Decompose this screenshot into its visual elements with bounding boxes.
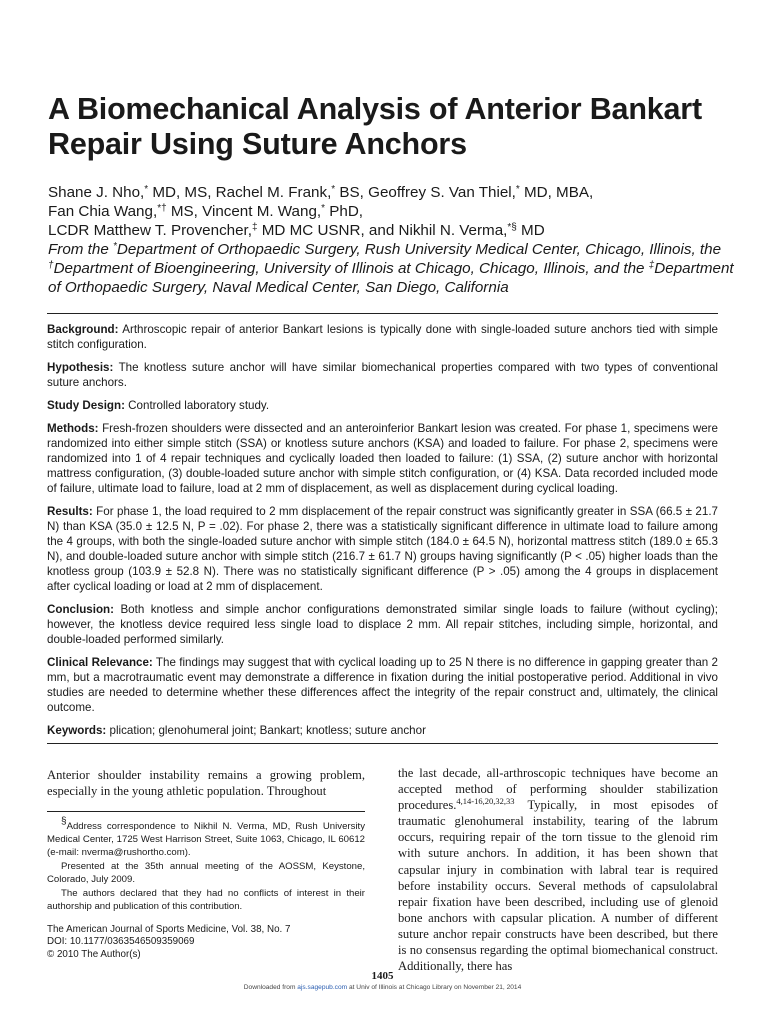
- author-marker: *†: [157, 203, 167, 214]
- affiliation-marker: †: [48, 260, 54, 271]
- correspondence-footnote: [47, 816, 365, 859]
- abstract-methods: [47, 421, 718, 496]
- author-name: Shane J. Nho,: [48, 184, 145, 201]
- author-list: [48, 183, 738, 240]
- affiliation-text: Department of Bioengineering, University of Illinois at Chicago, Chicago, Illinois, and the: [53, 260, 649, 277]
- author-marker: *§: [507, 222, 517, 233]
- author-credentials: MS,: [166, 203, 203, 220]
- download-text: Downloaded from: [243, 984, 298, 991]
- author-marker: *: [331, 184, 336, 195]
- abstract-keywords: [47, 723, 718, 738]
- page-number: 1405: [371, 970, 394, 982]
- author-name: Rachel M. Frank,: [215, 184, 332, 201]
- journal-info: [47, 924, 365, 962]
- abstract-background: [47, 322, 718, 352]
- author-name: Nikhil N. Verma,: [398, 222, 508, 239]
- section-text: For phase 1, the load required to 2 mm displacement of the repair construct was significantly greater in SSA (66.5 ± 21.7 N) than KSA (35.0 ± 12.5 N, P = .02). For phase 2, there was a statistically significant difference in ultimate load to failure among the 4 groups, with both the single-loaded suture anchor with simple stitch (184.0 ± 64.5 N), horizontal mattress stitch (189.0 ± 65.3 N), and double-loaded suture anchor with simple stitch (216.7 ± 61.7 N) groups having significantly (P < .05) higher loads than the knotless group (103.9 ± 52.8 N). There was no statistically significant difference (P > .05) among the 4 groups in displacement after cyclical loading or load at 2 mm of displacement.: [47, 505, 718, 593]
- section-text: Arthroscopic repair of anterior Bankart lesions is typically done with single-loaded suture anchors tied with simple stitch configuration.: [47, 323, 718, 351]
- left-column: [47, 767, 365, 962]
- section-label: Results:: [47, 505, 93, 518]
- author-credentials: BS,: [335, 184, 369, 201]
- footnote-text: Address correspondence to Nikhil N. Verma, MD, Rush University Medical Center, 1725 West Harrison Street, Suite 1063, Chicago, IL 60612 (e-mail: nverma@rushortho.com).: [47, 821, 365, 858]
- article-title: A Biomechanical Analysis of Anterior Bankart Repair Using Suture Anchors: [48, 92, 702, 161]
- affiliation-marker: *: [113, 241, 117, 252]
- footnote-rule: [47, 811, 365, 812]
- download-link[interactable]: ajs.sagepub.com: [297, 984, 348, 991]
- author-marker: *: [515, 184, 520, 195]
- section-label: Conclusion:: [47, 603, 114, 616]
- presented-footnote: Presented at the 35th annual meeting of the AOSSM, Keystone, Colorado, July 2009.: [47, 861, 365, 885]
- affiliation-text: From the: [48, 241, 113, 258]
- abstract-clinical-relevance: [47, 655, 718, 715]
- section-text: Both knotless and simple anchor configurations demonstrated similar single loads to failure (without cycling); however, the knotless device required less single load to displace 2 mm. All repair stitches, including simple, horizontal, and double-loaded performed similarly.: [47, 603, 718, 646]
- author-name: Fan Chia Wang,: [48, 203, 158, 220]
- section-label: Clinical Relevance:: [47, 656, 153, 669]
- section-text: Controlled laboratory study.: [124, 399, 270, 412]
- author-marker: *: [144, 184, 149, 195]
- author-name: LCDR Matthew T. Provencher,: [48, 222, 252, 239]
- section-label: Study Design:: [47, 399, 125, 412]
- section-text: The findings may suggest that with cyclical loading up to 25 N there is no difference in gapping greater than 2 mm, but a macrotraumatic event may demonstrate a difference in fixation during the initial postoperative period. Additional in vivo studies are needed to determine whether these differences affect the integrity of the repair construct and, ultimately, the clinical outcome.: [47, 656, 718, 714]
- section-label: Background:: [47, 323, 119, 336]
- abstract-bottom-rule: [47, 743, 718, 744]
- abstract: [47, 322, 718, 746]
- author-affiliation: [48, 240, 738, 297]
- section-text: The knotless suture anchor will have similar biomechanical properties compared with two types of conventional suture anchors.: [47, 361, 718, 389]
- author-name: Vincent M. Wang,: [202, 203, 322, 220]
- body-text: the last decade, all-arthroscopic techniques have become an accepted method of performing shoulder stabilization procedures.: [398, 766, 718, 813]
- download-text: at Univ of Illinois at Chicago Library on November 21, 2014: [347, 984, 522, 991]
- journal-citation: The American Journal of Sports Medicine, Vol. 38, No. 7: [47, 923, 291, 935]
- intro-paragraph: Anterior shoulder instability remains a growing problem, especially in the young athletic population. Throughout: [47, 768, 365, 799]
- section-text: Fresh-frozen shoulders were dissected and an anteroinferior Bankart lesion was created. For phase 1, specimens were randomized into either simple stitch (SSA) or knotless suture anchors (KSA) and loaded to failure. For phase 2, specimens were randomized into 1 of 4 repair techniques and cyclically loaded then loaded to failure: (1) SSA, (2) suture anchor with horizontal mattress configuration, (3) double-loaded suture anchor with simple stitch configuration, or (4) KSA. Data recorded included mode of failure, ultimate load to failure, load at 2 mm of displacement, as well as displacement during cyclical loading.: [47, 422, 718, 495]
- conflicts-footnote: The authors declared that they had no conflicts of interest in their authorship and publication of this contribution.: [47, 888, 365, 912]
- abstract-study-design: [47, 398, 718, 413]
- author-credentials: MD: [516, 222, 545, 239]
- footnote-marker: §: [61, 816, 67, 828]
- copyright: © 2010 The Author(s): [47, 949, 141, 961]
- body-text: Typically, in most episodes of traumatic glenohumeral instability, tearing of the labrum occurs, requiring repair of the torn tissue to the glenoid rim with suture anchors. In addition, it has been shown that capsular injury in combination with labral tear is required before instability occurs. Several methods of capsulolabral repair fixation have been described, including use of glenoid bone anchors with capsular plication. A number of different suture anchor repair constructs have been described, but there is no consensus regarding the optimal biomechanical construct. Additionally, there has: [398, 798, 718, 974]
- download-notice: [0, 984, 765, 991]
- abstract-hypothesis: [47, 360, 718, 390]
- section-label: Keywords:: [47, 724, 107, 737]
- author-name: Geoffrey S. Van Thiel,: [368, 184, 516, 201]
- affiliation-text: Department of Orthopaedic Surgery, Naval Medical Center, San Diego, California: [48, 260, 734, 296]
- section-label: Methods:: [47, 422, 99, 435]
- affiliation-text: Department of Orthopaedic Surgery, Rush University Medical Center, Chicago, Illinois, the: [116, 241, 722, 258]
- right-column-text: [398, 765, 718, 974]
- author-credentials: MD MC USNR, and: [257, 222, 399, 239]
- abstract-results: [47, 504, 718, 594]
- abstract-conclusion: [47, 602, 718, 647]
- section-text: plication; glenohumeral joint; Bankart; knotless; suture anchor: [106, 724, 426, 737]
- author-credentials: MD, MBA,: [519, 184, 594, 201]
- abstract-top-rule: [47, 313, 718, 314]
- author-marker: ‡: [252, 222, 258, 233]
- doi: DOI: 10.1177/0363546509359069: [47, 936, 195, 948]
- section-label: Hypothesis:: [47, 361, 114, 374]
- affiliation-marker: ‡: [648, 260, 655, 271]
- author-marker: *: [321, 203, 326, 214]
- author-credentials: PhD,: [325, 203, 364, 220]
- author-credentials: MD, MS,: [148, 184, 216, 201]
- reference-citation: 4,14-16,20,32,33: [456, 796, 515, 807]
